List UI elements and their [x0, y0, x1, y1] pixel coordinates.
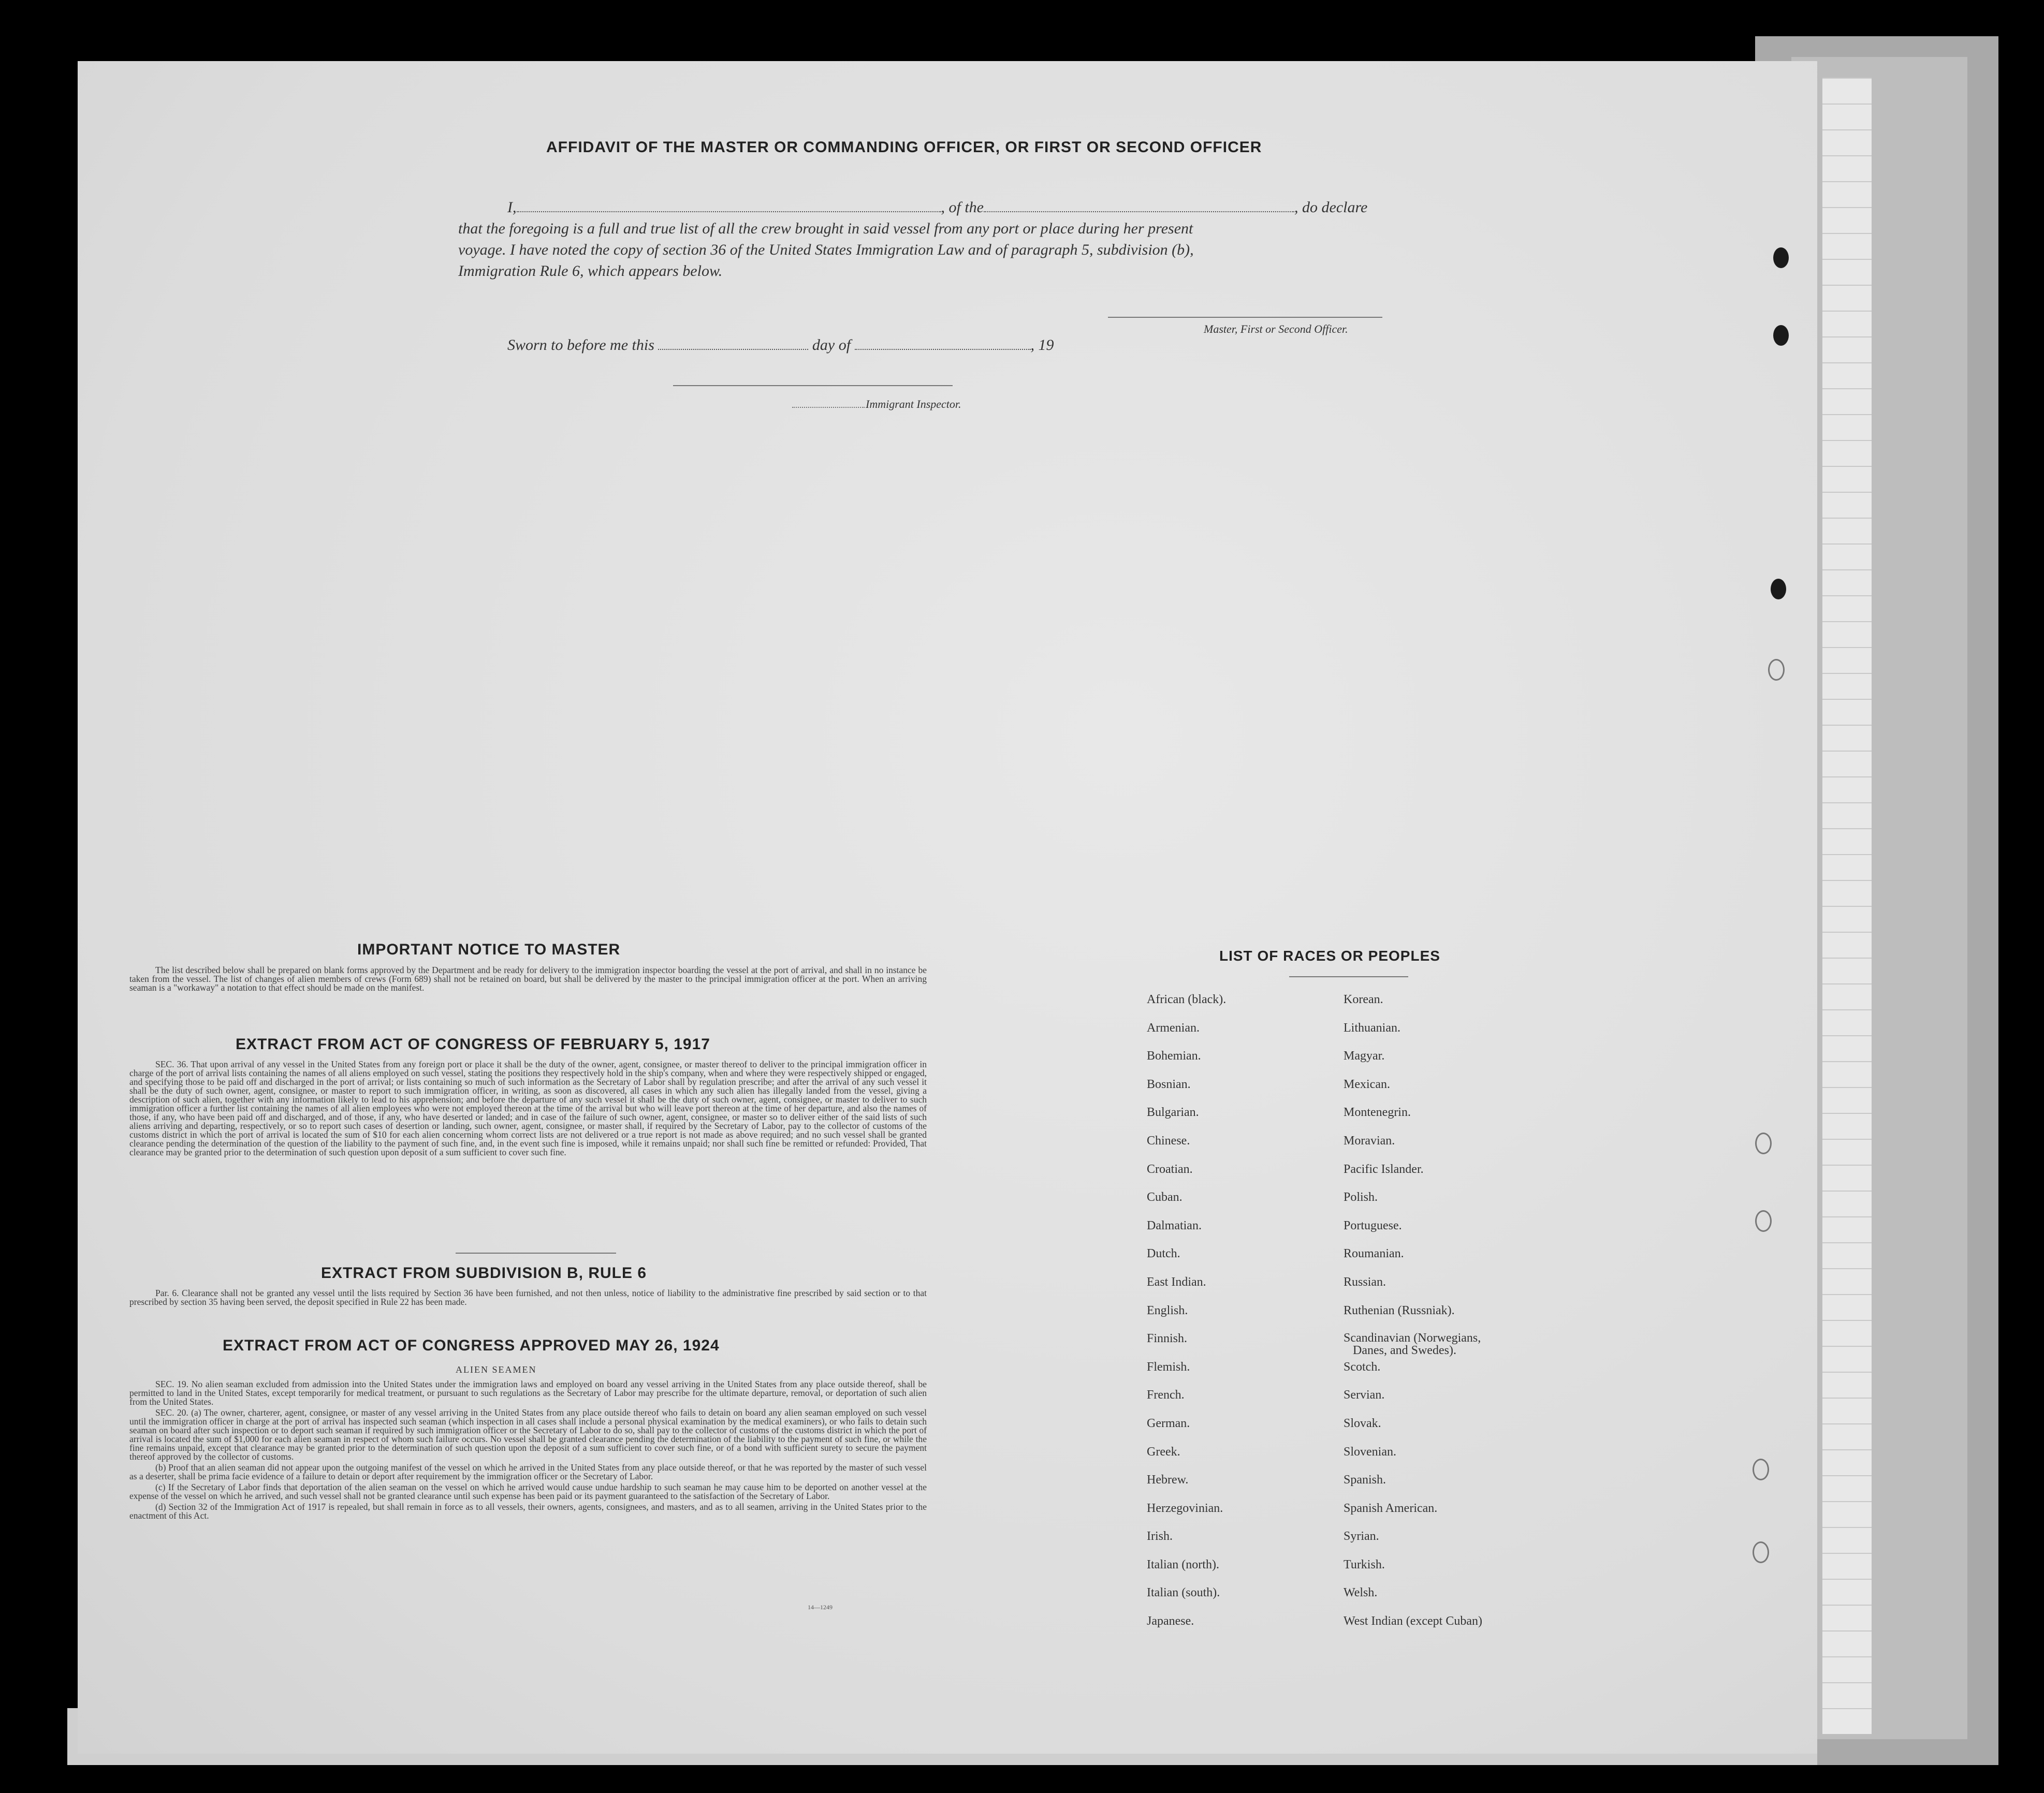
affidavit-line-3: voyage. I have noted the copy of section 36 of the United States Immigration Law and of paragraph 5, subdivision (b), [458, 241, 1194, 258]
race-item: Spanish American. [1344, 1501, 1438, 1515]
race-item: African (black). [1147, 993, 1227, 1006]
punch-hole [1755, 1133, 1772, 1154]
race-item: Turkish. [1344, 1557, 1385, 1571]
inspector-signature-line[interactable] [673, 385, 953, 386]
race-item: Slovenian. [1344, 1445, 1396, 1459]
race-item: Greek. [1147, 1445, 1180, 1459]
race-item: Bohemian. [1147, 1049, 1201, 1063]
race-item: Spanish. [1344, 1473, 1386, 1487]
sworn-line: Sworn to before me this day of , 19 [507, 336, 1054, 354]
race-item: Chinese. [1147, 1134, 1190, 1148]
race-item: Welsh. [1344, 1586, 1378, 1600]
race-item: Croatian. [1147, 1162, 1193, 1176]
race-item: Irish. [1147, 1530, 1173, 1544]
sworn-month-blank[interactable] [855, 346, 1031, 350]
notice-text: The list described below shall be prepared on blank forms approved by the Department and be ready for delivery to the immigration inspector boarding the vessel at the port of arrival, and shall in no instance be taken from the vessel. The list of changes of alien members of crews (Form 689) shall not be retained on board, but shall be delivered by the master to the principal immigration officer at the port. When an arriving seaman is a "workaway" a notation to that effect should be made on the manifest. [129, 965, 927, 993]
affidavit-line-4: Immigration Rule 6, which appears below. [458, 262, 723, 280]
race-item: Dutch. [1147, 1247, 1180, 1261]
punch-hole [1771, 579, 1786, 599]
punch-hole [1773, 325, 1789, 346]
extract-rule6-title: EXTRACT FROM SUBDIVISION B, RULE 6 [321, 1265, 647, 1282]
extract-1924-title: EXTRACT FROM ACT OF CONGRESS APPROVED MAY 26, 1924 [223, 1337, 720, 1354]
punch-hole [1753, 1459, 1769, 1480]
race-item: Russian. [1344, 1275, 1386, 1289]
inspector-dots [792, 407, 865, 408]
inspector-label: Immigrant Inspector. [866, 398, 961, 410]
extract-rule6-text: Par. 6. Clearance shall not be granted any vessel until the lists required by Section 36 have been furnished, and not then unless, notice of liability to the administrative fine prescribed by said section or to that prescribed by section 35 having been served, the deposit specified in Rule 22 has been made. [129, 1288, 927, 1307]
punch-hole [1753, 1541, 1769, 1563]
master-signature-line[interactable] [1108, 317, 1382, 318]
punch-hole [1755, 1210, 1772, 1232]
race-item: Servian. [1344, 1388, 1385, 1402]
alien-seamen-heading: ALIEN SEAMEN [456, 1364, 537, 1375]
punch-hole [1768, 659, 1785, 681]
race-item: Roumanian. [1344, 1247, 1404, 1261]
extract-1917-title: EXTRACT FROM ACT OF CONGRESS OF FEBRUARY 5, 1917 [236, 1036, 710, 1053]
race-item: Japanese. [1147, 1614, 1194, 1628]
races-title: LIST OF RACES OR PEOPLES [1219, 948, 1440, 964]
master-signature-label: Master, First or Second Officer. [1204, 322, 1348, 335]
race-item: Flemish. [1147, 1360, 1190, 1374]
race-item: Scotch. [1344, 1360, 1381, 1374]
race-item: Italian (south). [1147, 1586, 1220, 1600]
race-item: Lithuanian. [1344, 1021, 1400, 1035]
race-item: Syrian. [1344, 1530, 1379, 1544]
race-item: Finnish. [1147, 1332, 1188, 1346]
race-item: Korean. [1344, 993, 1383, 1006]
extract-1917-text: SEC. 36. That upon arrival of any vessel in the United States from any foreign port or place it shall be the duty of the owner, agent, consignee, or master thereof to deliver to the principal immigration officer in charge of the port of arrival lists containing the names of all aliens employed on such vessel, stating the positions they respectively hold in the ship's company, when and where they were respectively shipped or engaged, and specifying those to be paid off and discharged in the port of arrival; or lists containing so much of such information as the Secretary of Labor shall by regulation prescribe; and after the arrival of any such vessel it shall be the duty of such owner, agent, consignee, or master to report to such immigration officer, in writing, as soon as discovered, all cases in which any such alien has illegally landed from the vessel, giving a description of such alien, together with any information likely to lead to his apprehension; and before the departure of any such vessel it shall be the duty of such owner, agent, consignee, or master to deliver to such immigration officer a further list containing the names of all alien employees who were not employed thereon at the time of the arrival but who will leave port thereon at the time of her departure, and also the names of those, if any, who have been paid off and discharged, and of those, if any, who have deserted or landed; and in case of the failure of such owner, agent, consignee, or master so to deliver either of the said lists of such aliens arriving and departing, respectively, or so to report such cases of desertion or landing, such owner, agent, consignee, or master shall, if required by the Secretary of Labor, pay to the collector of customs of the customs district in which the port of arrival is located the sum of $10 for each alien concerning whom correct lists are not delivered or a true report is not made as above required; and no such vessel shall be granted clearance pending the determination of the question of the liability to the payment of such fine, and, in the event such fine is imposed, while it remains unpaid; nor shall such fine be remitted or refunded: Provided, That clearance may be granted prior to the determination of such question upon deposit of a sum sufficient to cover such fine. [129, 1059, 927, 1157]
sworn-day-blank[interactable] [658, 346, 808, 350]
race-item: Portuguese. [1344, 1218, 1402, 1232]
race-item: English. [1147, 1303, 1188, 1317]
race-item: Slovak. [1344, 1416, 1381, 1430]
race-item: Moravian. [1344, 1134, 1395, 1148]
race-item: West Indian (except Cuban) [1344, 1614, 1482, 1628]
races-right-column [1344, 993, 1482, 1643]
back-sheet [1791, 57, 1967, 1739]
form-code: 14—1249 [808, 1604, 833, 1611]
race-item: Bosnian. [1147, 1077, 1191, 1091]
race-item: East Indian. [1147, 1275, 1206, 1289]
extract-1924-text: SEC. 19. No alien seaman excluded from admission into the United States under the immigration laws and employed on board any vessel arriving in the United States from any place outside thereof, shall be permitted to land in the United States, except temporarily for medical treatment, or pursuant to such regulations as the Secretary of Labor may prescribe for the ultimate departure, removal, or deportation of such alien from the United States. SEC. 20. (a) The owner, charterer, agent, consignee, or master of any vessel arriving in the United States from any place outside thereof who fails to detain on board any alien seaman employed on such vessel until the immigration officer in charge at the port of arrival has inspected such seaman (which inspection in all cases shall include a personal physical examination by the medical examiners), or who fails to detain such seaman on board after such inspection or to deport such seaman if required by such immigration officer or the Secretary of Labor to do so, shall pay to the collector of customs of the customs district in which the port of arrival is located the sum of $1,000 for each alien seaman in respect of whom such failure occurs. No vessel shall be granted clearance pending the determination of the liability to the payment of such fine, or while the fine remains unpaid, except that clearance may be granted prior to the determination of such question upon the deposit of a sum sufficient to cover such fine, or of a bond with sufficient surety to secure the payment thereof approved by the collector of customs. (b) Proof that an alien seaman did not appear upon the outgoing manifest of the vessel on which he arrived in the United States from any place outside thereof, or that he was reported by the master of such vessel as a deserter, shall be prima facie evidence of a failure to detain or deport after requirement by the immigration officer or the Secretary of Labor. (c) If the Secretary of Labor finds that deportation of the alien seaman on the vessel on which he arrived would cause undue hardship to such seaman he may cause him to be deported on another vessel at the expense of the vessel on which he arrived, and such vessel shall not be granted clearance until such expense has been paid or its payment guaranteed to the satisfaction of the Secretary of Labor. (d) Section 32 of the Immigration Act of 1917 is repealed, but shall remain in force as to all vessels, their owners, agents, consignees, and masters, and as to all seamen, arriving in the United States prior to the enactment of this Act. [129, 1379, 927, 1521]
race-item: Herzegovinian. [1147, 1501, 1223, 1515]
vessel-blank[interactable] [984, 208, 1294, 212]
divider [456, 1253, 616, 1254]
race-item: German. [1147, 1416, 1190, 1430]
affidavit-line-2: that the foregoing is a full and true list of all the crew brought in said vessel from any port or place during her present [458, 220, 1193, 237]
race-item: Mexican. [1344, 1077, 1390, 1091]
race-item: Dalmatian. [1147, 1218, 1202, 1232]
race-item: Magyar. [1344, 1049, 1385, 1063]
race-item: Scandinavian (Norwegians, Danes, and Swedes). [1344, 1331, 1481, 1358]
name-blank[interactable] [517, 208, 941, 212]
punch-hole [1773, 247, 1789, 268]
race-item: Ruthenian (Russniak). [1344, 1303, 1455, 1317]
ledger-sheet-edge [1822, 78, 1872, 1734]
affidavit-title: AFFIDAVIT OF THE MASTER OR COMMANDING OFFICER, OR FIRST OR SECOND OFFICER [546, 139, 1262, 156]
race-item: Armenian. [1147, 1021, 1200, 1035]
notice-title: IMPORTANT NOTICE TO MASTER [357, 941, 621, 958]
race-item: Bulgarian. [1147, 1106, 1199, 1120]
race-item: Cuban. [1147, 1191, 1182, 1204]
race-item: Pacific Islander. [1344, 1162, 1424, 1176]
race-item: Italian (north). [1147, 1557, 1219, 1571]
race-item: Montenegrin. [1344, 1106, 1411, 1120]
divider [1289, 976, 1408, 977]
affidavit-line-1: I, , of the , do declare [507, 199, 1368, 216]
races-left-column [1147, 993, 1226, 1643]
form-page [78, 61, 1817, 1754]
race-item: French. [1147, 1388, 1185, 1402]
race-item: Polish. [1344, 1191, 1378, 1204]
race-item: Hebrew. [1147, 1473, 1189, 1487]
